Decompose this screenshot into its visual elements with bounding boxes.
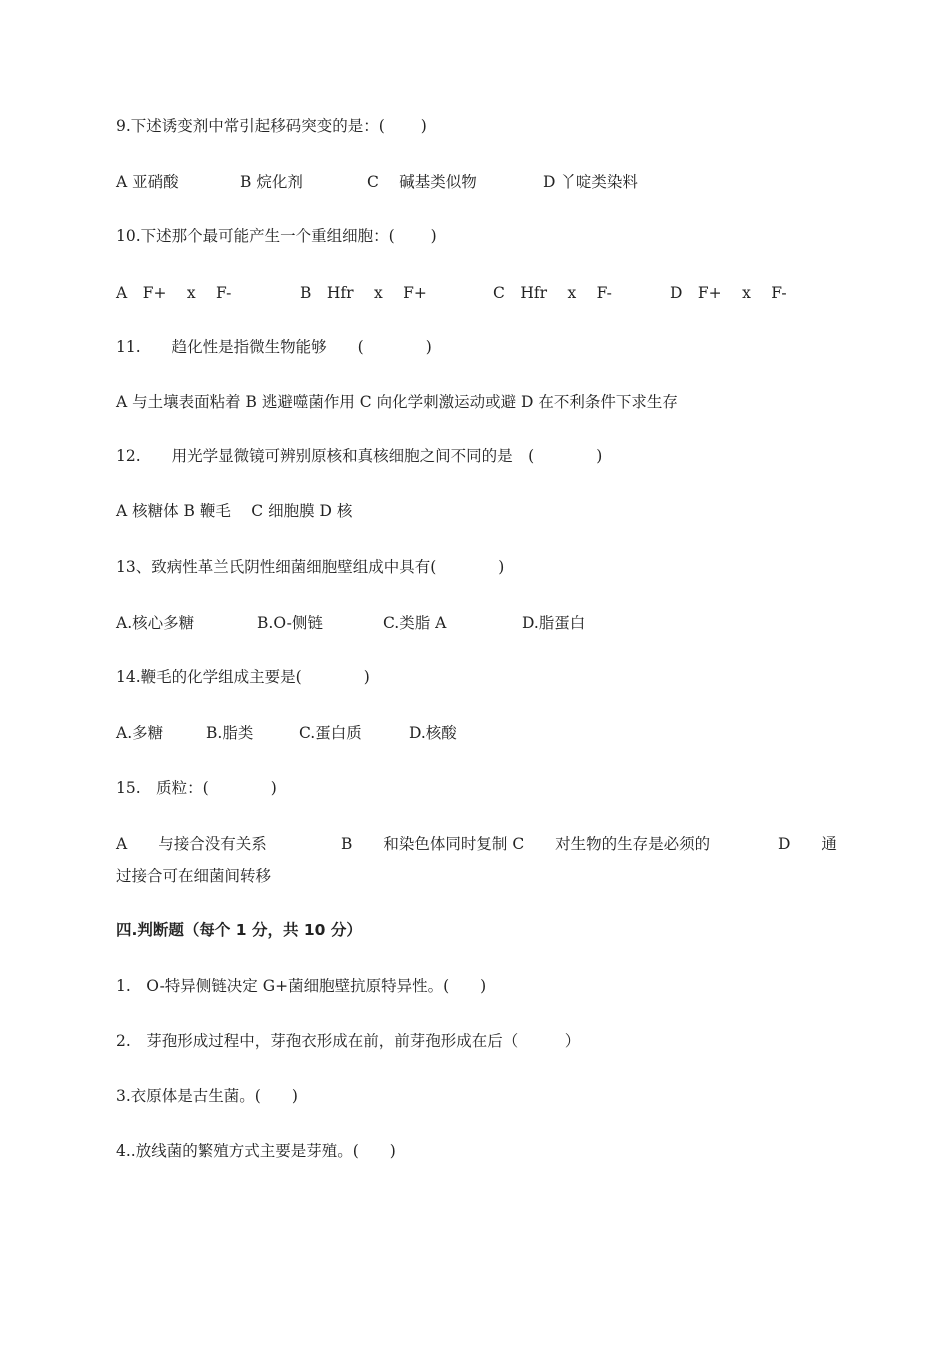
question-10-stem: 10.下述那个最可能产生一个重组细胞：( ) bbox=[116, 227, 437, 245]
option-d: D 丫啶类染料 bbox=[543, 173, 638, 191]
option-b: B Hfr x F+ bbox=[300, 284, 427, 302]
judgment-item-3: 3.衣原体是古生菌。( ) bbox=[116, 1087, 298, 1105]
option-c: C Hfr x F- bbox=[493, 284, 612, 302]
judgment-item-4: 4..放线菌的繁殖方式主要是芽殖。( ) bbox=[116, 1142, 396, 1160]
option-b-c: B 和染色体同时复制 C 对生物的生存是必须的 bbox=[341, 835, 711, 853]
option-d: D 通 bbox=[778, 835, 837, 853]
section-title: 四.判断题（每个 1 分，共 10 分） bbox=[116, 921, 362, 939]
question-12-stem: 12. 用光学显微镜可辨别原核和真核细胞之间不同的是 ( ) bbox=[116, 447, 603, 465]
question-14-stem: 14.鞭毛的化学组成主要是( ) bbox=[116, 668, 370, 686]
judgment-item-1: 1. O-特异侧链决定 G+菌细胞壁抗原特异性。( ) bbox=[116, 977, 487, 995]
question-15-stem: 15. 质粒：( ) bbox=[116, 779, 277, 797]
judgment-item-2: 2. 芽孢形成过程中，芽孢衣形成在前，前芽孢形成在后（ ） bbox=[116, 1032, 581, 1050]
question-13-stem: 13、致病性革兰氏阴性细菌细胞壁组成中具有( ) bbox=[116, 558, 505, 576]
question-9-options bbox=[116, 170, 846, 192]
question-14-options bbox=[116, 721, 846, 743]
question-11-stem: 11. 趋化性是指微生物能够 ( ) bbox=[116, 338, 432, 356]
option-a: A.核心多糖 bbox=[116, 614, 195, 632]
option-b: B.脂类 bbox=[206, 724, 254, 742]
option-a: A 亚硝酸 bbox=[116, 173, 179, 191]
option-d: D F+ x F- bbox=[670, 284, 787, 302]
question-13-options bbox=[116, 611, 846, 633]
question-15-options bbox=[116, 832, 846, 885]
question-11-options: A 与土壤表面粘着 B 逃避噬菌作用 C 向化学刺激运动或避 D 在不利条件下求生存 bbox=[116, 393, 678, 411]
option-a: A 与接合没有关系 bbox=[116, 835, 267, 853]
option-d: D.脂蛋白 bbox=[522, 614, 586, 632]
option-c: C.类脂 A bbox=[383, 614, 447, 632]
question-10-options bbox=[116, 281, 846, 303]
option-b: B 烷化剂 bbox=[240, 173, 303, 191]
question-9-stem: 9.下述诱变剂中常引起移码突变的是：( ) bbox=[116, 117, 427, 135]
option-c: C.蛋白质 bbox=[299, 724, 362, 742]
option-c: C 碱基类似物 bbox=[367, 173, 477, 191]
question-12-options: A 核糖体 B 鞭毛 C 细胞膜 D 核 bbox=[116, 502, 353, 520]
option-a: A.多糖 bbox=[116, 724, 164, 742]
option-d-continuation: 过接合可在细菌间转移 bbox=[116, 867, 272, 885]
option-a: A F+ x F- bbox=[116, 284, 232, 302]
option-d: D.核酸 bbox=[409, 724, 457, 742]
option-b: B.O-侧链 bbox=[257, 614, 323, 632]
